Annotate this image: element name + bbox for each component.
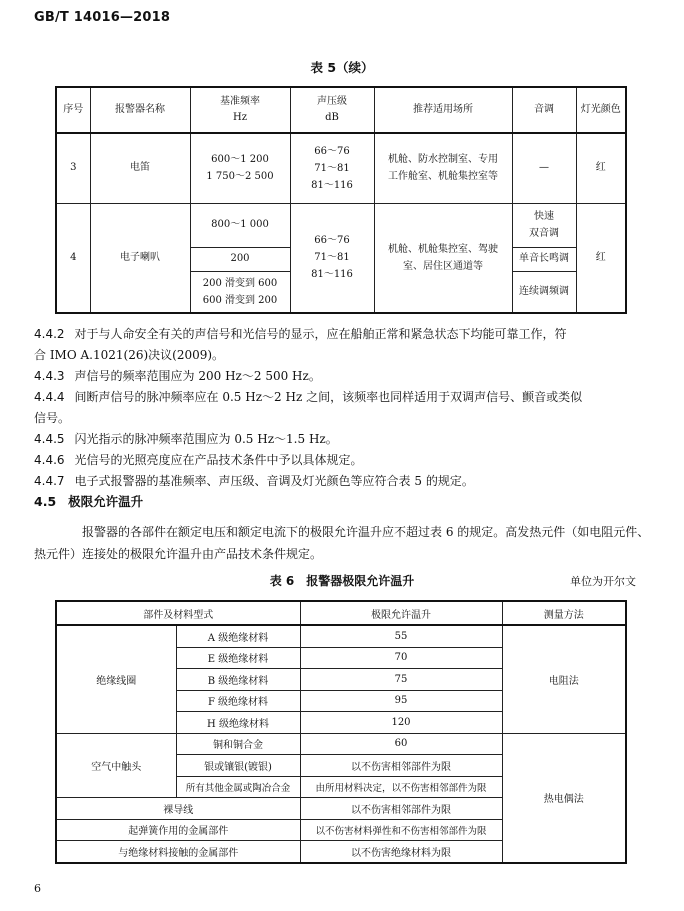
clause-4-4-3 xyxy=(34,366,654,387)
t6-coil-method: 电阻法 xyxy=(502,625,626,733)
t5-row3-seq: 3 xyxy=(56,133,90,203)
t6-material: E 级绝缘材料 xyxy=(176,647,300,669)
t5-row4-color: 红 xyxy=(576,203,626,313)
t5-row4-freq-c: 200 滑变到 600 600 滑变到 200 xyxy=(190,271,290,313)
t5-row4-tone-b: 单音长鸣调 xyxy=(512,247,576,271)
clause-continuation: 合 IMO A.1021(26)决议(2009)。 xyxy=(34,348,225,362)
t6-limit: 以不伤害相邻部件为限 xyxy=(300,755,502,777)
t5-row3-tone: — xyxy=(512,133,576,203)
table-row xyxy=(56,733,626,755)
t6-limit: 以不伤害相邻部件为限 xyxy=(300,798,502,820)
section-title: 极限允许温升 xyxy=(68,494,144,509)
t6-material: 铜和铜合金 xyxy=(176,733,300,755)
t6-spring-label: 起弹簧作用的金属部件 xyxy=(56,819,300,841)
t6-material: B 级绝缘材料 xyxy=(176,669,300,691)
clause-text: 闪光指示的脉冲频率范围应为 0.5 Hz～1.5 Hz。 xyxy=(74,432,338,446)
t5-header-color: 灯光颜色 xyxy=(576,87,626,133)
t5-header-freq: 基准频率 Hz xyxy=(190,87,290,133)
clause-4-4-2 xyxy=(34,324,654,345)
clause-text: 声信号的频率范围应为 200 Hz～2 500 Hz。 xyxy=(74,369,321,383)
t5-row3-color: 红 xyxy=(576,133,626,203)
t6-material: A 级绝缘材料 xyxy=(176,625,300,647)
t5-header-seq: 序号 xyxy=(56,87,90,133)
clause-4-4-4 xyxy=(34,387,654,408)
table5 xyxy=(55,86,627,314)
clause-4-4-6 xyxy=(34,450,654,471)
t6-material: 所有其他金属或陶冶合金 xyxy=(176,776,300,798)
page-number: 6 xyxy=(34,882,41,895)
t5-row3-name: 电笛 xyxy=(90,133,190,203)
t5-row3-freq: 600～1 200 1 750～2 500 xyxy=(190,133,290,203)
table6-caption: 表 6 报警器极限允许温升 xyxy=(269,574,415,588)
t6-limit: 由所用材料决定，以不伤害相邻部件为限 xyxy=(300,776,502,798)
table6 xyxy=(55,600,627,864)
t6-material: 银或镶银(镀银) xyxy=(176,755,300,777)
table-row xyxy=(56,625,626,647)
t6-limit: 120 xyxy=(300,712,502,734)
t5-row4-tone-c: 连续调频调 xyxy=(512,271,576,313)
clause-continuation: 信号。 xyxy=(34,411,71,425)
t6-material: F 级绝缘材料 xyxy=(176,690,300,712)
t6-material: H 级绝缘材料 xyxy=(176,712,300,734)
t6-limit: 95 xyxy=(300,690,502,712)
clause-list xyxy=(34,324,654,492)
t6-limit: 60 xyxy=(300,733,502,755)
t6-bare-wire-label: 裸导线 xyxy=(56,798,300,820)
clause-text: 间断声信号的脉冲频率应在 0.5 Hz～2 Hz 之间，该频率也同样适用于双调声信号、颤音或类似 xyxy=(74,390,583,404)
table5-caption: 表 5（续） xyxy=(310,60,374,75)
t5-row4-seq: 4 xyxy=(56,203,90,313)
table6-unit: 单位为开尔文 xyxy=(570,575,636,588)
t6-limit: 55 xyxy=(300,625,502,647)
t6-limit: 以不伤害材料弹性和不伤害相邻部件为限 xyxy=(300,819,502,841)
clause-number: 4.4.5 xyxy=(34,432,65,446)
t5-header-spl: 声压级 dB xyxy=(290,87,374,133)
table-row xyxy=(56,133,626,203)
t6-header-limit: 极限允许温升 xyxy=(300,601,502,625)
t6-insul-contact-label: 与绝缘材料接触的金属部件 xyxy=(56,841,300,863)
clause-text: 对于与人命安全有关的声信号和光信号的显示，应在船舶正常和紧急状态下均能可靠工作，符 xyxy=(74,327,567,341)
t6-limit: 70 xyxy=(300,647,502,669)
standard-id: GB/T 14016—2018 xyxy=(34,10,171,25)
section-number: 4.5 xyxy=(34,494,57,509)
t5-row3-spl: 66～76 71～81 81～116 xyxy=(290,133,374,203)
t5-row4-freq-a: 800～1 000 xyxy=(190,203,290,247)
t5-row3-place: 机舱、防水控制室、专用 工作舱室、机舱集控室等 xyxy=(374,133,512,203)
t5-row4-freq-b: 200 xyxy=(190,247,290,271)
clause-number: 4.4.6 xyxy=(34,453,65,467)
t5-header-tone: 音调 xyxy=(512,87,576,133)
t5-row4-tone-a: 快速 双音调 xyxy=(512,203,576,247)
clause-number: 4.4.4 xyxy=(34,390,65,404)
section-heading xyxy=(34,492,143,510)
t6-header-part: 部件及材料型式 xyxy=(56,601,300,625)
t5-header-place: 推荐适用场所 xyxy=(374,87,512,133)
clause-4-4-5 xyxy=(34,429,654,450)
clause-number: 4.4.3 xyxy=(34,369,65,383)
clause-number: 4.4.2 xyxy=(34,327,65,341)
table-row xyxy=(56,203,626,247)
t6-header-method: 测量方法 xyxy=(502,601,626,625)
clause-text: 光信号的光照亮度应在产品技术条件中予以具体规定。 xyxy=(74,453,363,467)
t5-row4-spl: 66～76 71～81 81～116 xyxy=(290,203,374,313)
t6-contact-label: 空气中触头 xyxy=(56,733,176,798)
t5-header-name: 报警器名称 xyxy=(90,87,190,133)
t6-coil-label: 绝缘线圈 xyxy=(56,625,176,733)
section-paragraph: 报警器的各部件在额定电压和额定电流下的极限允许温升应不超过表 6 的规定。高发热元件（如电阻元件、热元件）连接处的极限允许温升由产品技术条件规定。 xyxy=(34,525,650,561)
clause-4-4-7 xyxy=(34,471,654,492)
t5-row4-name: 电子喇叭 xyxy=(90,203,190,313)
clause-text: 电子式报警器的基准频率、声压级、音调及灯光颜色等应符合表 5 的规定。 xyxy=(74,474,474,488)
t5-row4-place: 机舱、机舱集控室、驾驶 室、居住区通道等 xyxy=(374,203,512,313)
t6-thermo-method: 热电偶法 xyxy=(502,733,626,863)
t6-limit: 75 xyxy=(300,669,502,691)
clause-number: 4.4.7 xyxy=(34,474,65,488)
t6-limit: 以不伤害绝缘材料为限 xyxy=(300,841,502,863)
